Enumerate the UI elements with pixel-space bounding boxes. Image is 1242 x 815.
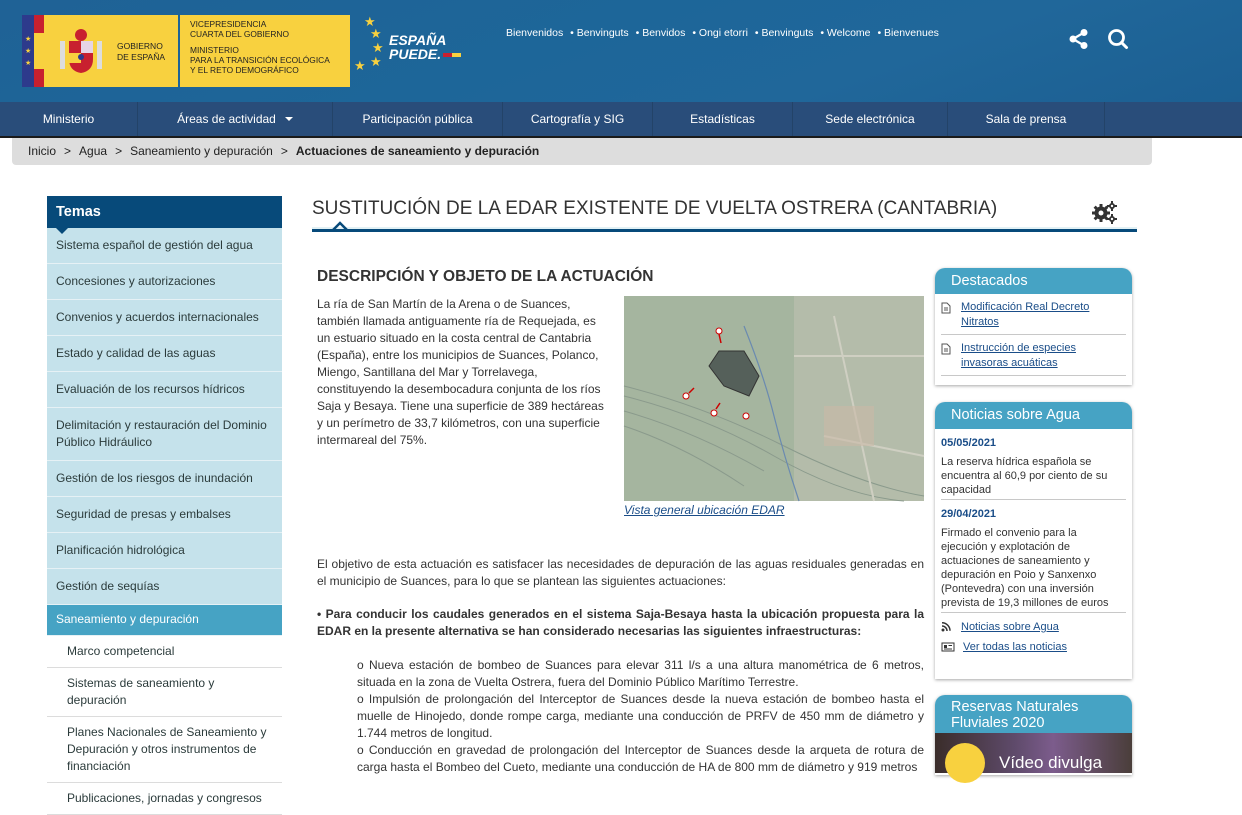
gobierno-seal-icon <box>945 743 985 783</box>
nav-sala-prensa[interactable]: Sala de prensa <box>948 102 1105 136</box>
page-title: SUSTITUCIÓN DE LA EDAR EXISTENTE DE VUELTA OSTRERA (CANTABRIA) <box>312 198 998 219</box>
map-caption-link[interactable]: Vista general ubicación EDAR <box>624 503 785 517</box>
breadcrumb: Inicio > Agua > Saneamiento y depuración > Actuaciones de saneamiento y depuración <box>12 138 1152 165</box>
reservas-video-thumbnail[interactable]: Vídeo divulga <box>935 733 1132 773</box>
ver-todas-noticias-link[interactable]: Ver todas las noticias <box>963 641 1067 653</box>
breadcrumb-saneamiento[interactable]: Saneamiento y depuración <box>130 144 273 158</box>
newspaper-icon <box>941 642 963 652</box>
sidebar-item-riesgos-inundacion[interactable]: Gestión de los riesgos de inundación <box>47 461 282 497</box>
sidebar-item-convenios[interactable]: Convenios y acuerdos internacionales <box>47 300 282 336</box>
sidebar-subitem-marco[interactable]: Marco competencial <box>47 636 282 668</box>
gobierno-text: GOBIERNO DE ESPAÑA <box>117 41 166 62</box>
lang-gl[interactable]: • Benvidos <box>635 27 686 39</box>
gobierno-logo[interactable]: ★ ★ ★ GOBIERNO DE ESPAÑA <box>22 15 178 87</box>
sidebar-item-seguridad-presas[interactable]: Seguridad de presas y embalses <box>47 497 282 533</box>
article-content <box>317 268 924 774</box>
news-item-link[interactable]: Firmado el convenio para la ejecución y explotación de actuaciones de saneamiento y depuración en Poio y Sanxenxo (Pontevedra) con una inversión prevista de 19,3 millones de euros <box>941 526 1126 613</box>
destacados-title: Destacados <box>935 268 1132 294</box>
lang-va[interactable]: • Benvinguts <box>754 27 814 39</box>
nav-ministerio[interactable]: Ministerio <box>0 102 138 136</box>
noticias-box <box>935 402 1132 679</box>
nav-areas-actividad[interactable]: Áreas de actividad <box>138 102 333 136</box>
reservas-title: Reservas Naturales Fluviales 2020 <box>935 695 1132 733</box>
destacado-item <box>941 335 1126 376</box>
sidebar-item-planificacion[interactable]: Planificación hidrológica <box>47 533 282 569</box>
list-item: o Nueva estación de bombeo de Suances para elevar 311 l/s a una altura manométrica de 6 metros, situada en la zona de Vuelta Ostrera, fuera del Dominio Público Marítimo Terrestre. <box>357 658 924 689</box>
chevron-up-icon <box>332 222 348 231</box>
sidebar-item-sequias[interactable]: Gestión de sequías <box>47 569 282 605</box>
lang-es[interactable]: Bienvenidos <box>506 27 564 39</box>
sidebar-subitem-planes[interactable]: Planes Nacionales de Saneamiento y Depuración y otros instrumentos de financiación <box>47 717 282 783</box>
lang-fr[interactable]: • Bienvenues <box>877 27 939 39</box>
lang-eu[interactable]: • Ongi etorri <box>692 27 748 39</box>
all-news-row <box>941 641 1126 653</box>
rss-link-row <box>941 621 1126 633</box>
lang-ca[interactable]: • Benvinguts <box>570 27 629 39</box>
news-date: 29/04/2021 <box>941 508 997 520</box>
breadcrumb-current: Actuaciones de saneamiento y depuración <box>295 144 540 158</box>
main-nav <box>0 102 1242 138</box>
espana-puede-logo: ESPAÑA PUEDE. <box>389 33 461 61</box>
gears-icon[interactable] <box>1092 200 1118 224</box>
news-item-link[interactable]: La reserva hídrica española se encuentra al 60,9 por ciento de su capacidad <box>941 455 1126 500</box>
list-item: o Impulsión de prolongación del Interceptor de Suances desde la nueva estación de bombeo hasta el muelle de Hinojedo, donde rompe carga, mediante una conducción de PRFV de 450 mm de diámetro y 1.744 metros de longitud. <box>357 692 924 740</box>
eu-stars-icon: ★ ★ ★ ★ ★ <box>354 14 384 73</box>
destacados-box <box>935 268 1132 385</box>
nav-participacion[interactable]: Participación pública <box>333 102 503 136</box>
news-date: 05/05/2021 <box>941 437 997 449</box>
title-divider <box>312 229 1137 232</box>
document-icon <box>941 302 951 314</box>
site-header <box>0 0 1242 102</box>
sidebar-item-delimitacion[interactable]: Delimitación y restauración del Dominio Público Hidráulico <box>47 408 282 461</box>
sidebar-item-sistema-espanol[interactable]: Sistema español de gestión del agua <box>47 228 282 264</box>
rss-noticias-link[interactable]: Noticias sobre Agua <box>961 621 1059 633</box>
coat-of-arms-icon <box>56 27 106 77</box>
noticias-title: Noticias sobre Agua <box>935 402 1132 429</box>
language-selector <box>506 27 943 39</box>
reservas-box[interactable] <box>935 695 1132 775</box>
edar-location-map-image[interactable] <box>624 296 924 501</box>
sidebar-subitem-publicaciones[interactable]: Publicaciones, jornadas y congresos <box>47 783 282 815</box>
breadcrumb-inicio[interactable]: Inicio <box>28 144 57 158</box>
temas-sidebar <box>47 196 282 815</box>
document-icon <box>941 343 951 355</box>
list-item: o Conducción en gravedad de prolongación del Interceptor de Suances desde la arqueta de rotura de carga hasta el Bombeo del Cueto, mediante una conducción de HA de 800 mm de diámetro y 919 metros <box>357 743 924 774</box>
objective-paragraph: El objetivo de esta actuación es satisfacer las necesidades de depuración de las aguas residuales generadas en el municipio de Suances, para lo que se plantean las siguientes actuaciones: <box>317 557 924 588</box>
breadcrumb-agua[interactable]: Agua <box>79 144 108 158</box>
destacado-link-especies-invasoras[interactable]: Instrucción de especies invasoras acuáticas <box>961 342 1076 369</box>
infrastructure-bullet: • Para conducir los caudales generados en el sistema Saja-Besaya hasta la ubicación propuesta para la EDAR en la presente alternativa se han considerado necesarias las siguientes infraestructuras: <box>317 607 924 638</box>
nav-estadisticas[interactable]: Estadísticas <box>653 102 793 136</box>
nav-sede-electronica[interactable]: Sede electrónica <box>793 102 948 136</box>
destacado-item <box>941 294 1126 335</box>
chevron-down-icon <box>285 117 293 121</box>
sidebar-subitem-sistemas[interactable]: Sistemas de saneamiento y depuración <box>47 668 282 717</box>
sidebar-item-estado-calidad[interactable]: Estado y calidad de las aguas <box>47 336 282 372</box>
sidebar-item-concesiones[interactable]: Concesiones y autorizaciones <box>47 264 282 300</box>
ministry-logo-text[interactable]: VICEPRESIDENCIA CUARTA DEL GOBIERNO MINISTERIO PARA LA TRANSICIÓN ECOLÓGICA Y EL RETO DEMOGRÁFICO <box>180 15 350 87</box>
section-title: DESCRIPCIÓN Y OBJETO DE LA ACTUACIÓN <box>317 268 654 285</box>
sidebar-item-evaluacion[interactable]: Evaluación de los recursos hídricos <box>47 372 282 408</box>
lang-en[interactable]: • Welcome <box>820 27 871 39</box>
rss-icon <box>941 622 961 632</box>
main-header <box>312 190 1137 230</box>
destacado-link-nitratos[interactable]: Modificación Real Decreto Nitratos <box>961 301 1090 328</box>
intro-paragraph: La ría de San Martín de la Arena o de Suances, también llamada antiguamente ría de Requejada, es un estuario situado en la costa central de Cantabria (España), entre los municipios de Suances, Polanco, Miengo, Santillana del Mar y Torrelavega, constituyendo la desembocadura conjunta de los ríos Saja y Besaya. Tiene una superficie de 389 hectáreas y un perímetro de 33,7 kilómetros, con una superficie intermareal del 75%. <box>317 297 604 447</box>
search-icon[interactable] <box>1107 28 1129 50</box>
infrastructure-list <box>357 657 924 776</box>
share-icon[interactable] <box>1068 28 1090 50</box>
nav-cartografia[interactable]: Cartografía y SIG <box>503 102 653 136</box>
sidebar-item-saneamiento-active[interactable]: Saneamiento y depuración <box>47 605 282 636</box>
sidebar-title: Temas <box>47 196 282 228</box>
